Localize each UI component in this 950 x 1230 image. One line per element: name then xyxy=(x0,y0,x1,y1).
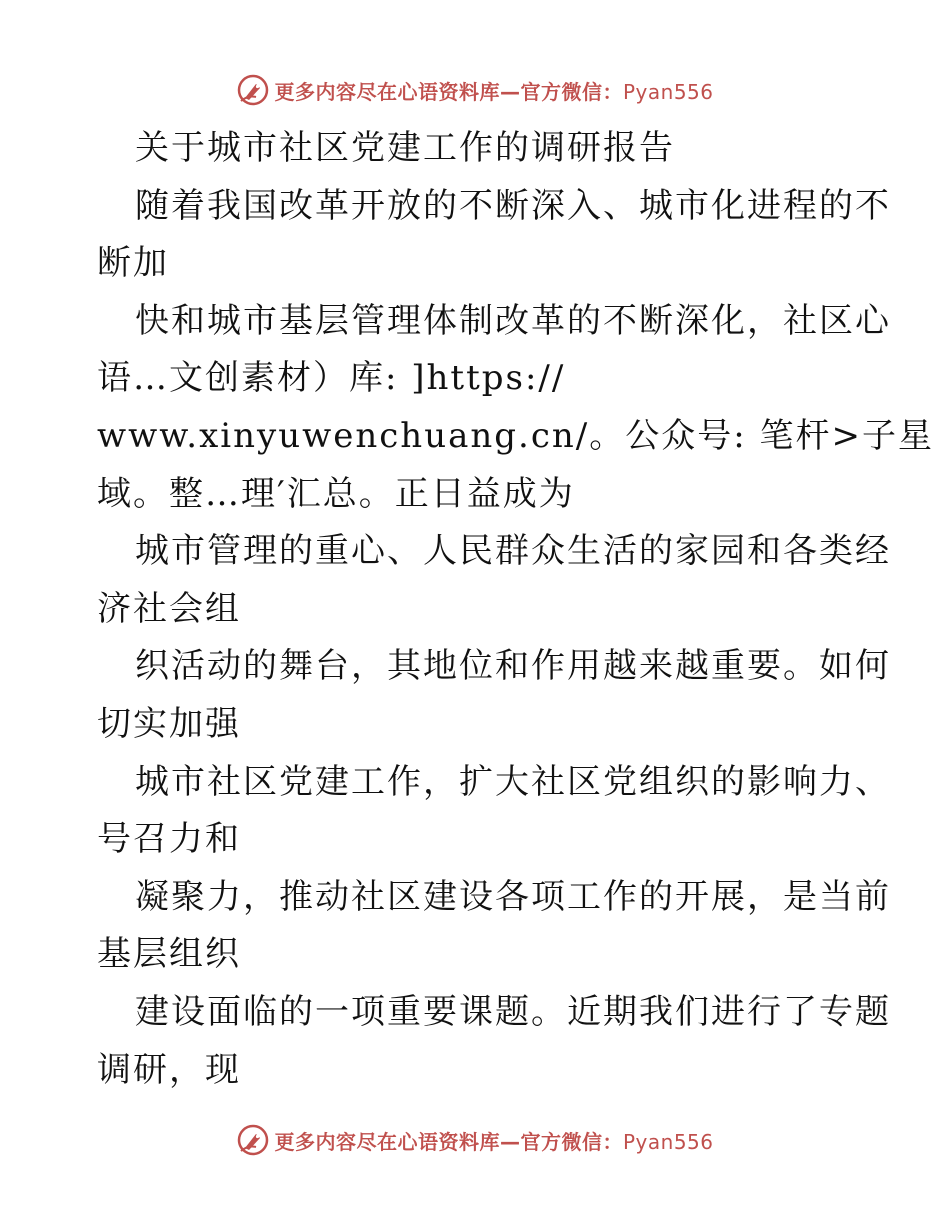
document-title: 关于城市社区党建工作的调研报告 xyxy=(135,128,675,168)
paragraph-line: 凝聚力，推动社区建设各项工作的开展，是当前 xyxy=(135,876,891,917)
pen-nib-logo-icon xyxy=(236,73,270,107)
paragraph-line: 织活动的舞台，其地位和作用越来越重要。如何 xyxy=(135,646,891,687)
paragraph-line: 济社会组 xyxy=(97,588,241,629)
paragraph-line: 语…文创素材）库: ]https:// xyxy=(97,358,566,399)
footer-watermark xyxy=(0,1120,950,1160)
paragraph-line: www.xinyuwenchuang.cn/。公众号: 笔杆>子星 xyxy=(97,415,934,456)
paragraph-line: 号召力和 xyxy=(97,819,241,860)
watermark-account: Pyan556 xyxy=(622,79,714,104)
paragraph-line: 域。整…理′汇总。正日益成为 xyxy=(97,473,575,514)
paragraph-line: 建设面临的一项重要课题。近期我们进行了专题 xyxy=(135,991,891,1032)
paragraph-line: 断加 xyxy=(97,243,169,284)
paragraph-line: 快和城市基层管理体制改革的不断深化，社区心 xyxy=(135,300,891,341)
pen-nib-logo-icon xyxy=(236,1123,270,1157)
paragraph-line: 城市管理的重心、人民群众生活的家园和各类经 xyxy=(135,531,891,572)
watermark-text: 更多内容尽在心语资料库—官方微信：Pyan556 xyxy=(274,1129,714,1154)
paragraph-line: 城市社区党建工作，扩大社区党组织的影响力、 xyxy=(135,761,891,802)
paragraph-line: 随着我国改革开放的不断深入、城市化进程的不 xyxy=(135,185,891,226)
paragraph-line: 基层组织 xyxy=(97,934,241,975)
paragraph-line: 切实加强 xyxy=(97,703,241,744)
watermark-text: 更多内容尽在心语资料库—官方微信：Pyan556 xyxy=(274,79,714,104)
header-watermark xyxy=(0,70,950,110)
watermark-account: Pyan556 xyxy=(622,1129,714,1154)
document-body xyxy=(97,120,934,1099)
paragraph-line: 调研，现 xyxy=(97,1049,241,1090)
